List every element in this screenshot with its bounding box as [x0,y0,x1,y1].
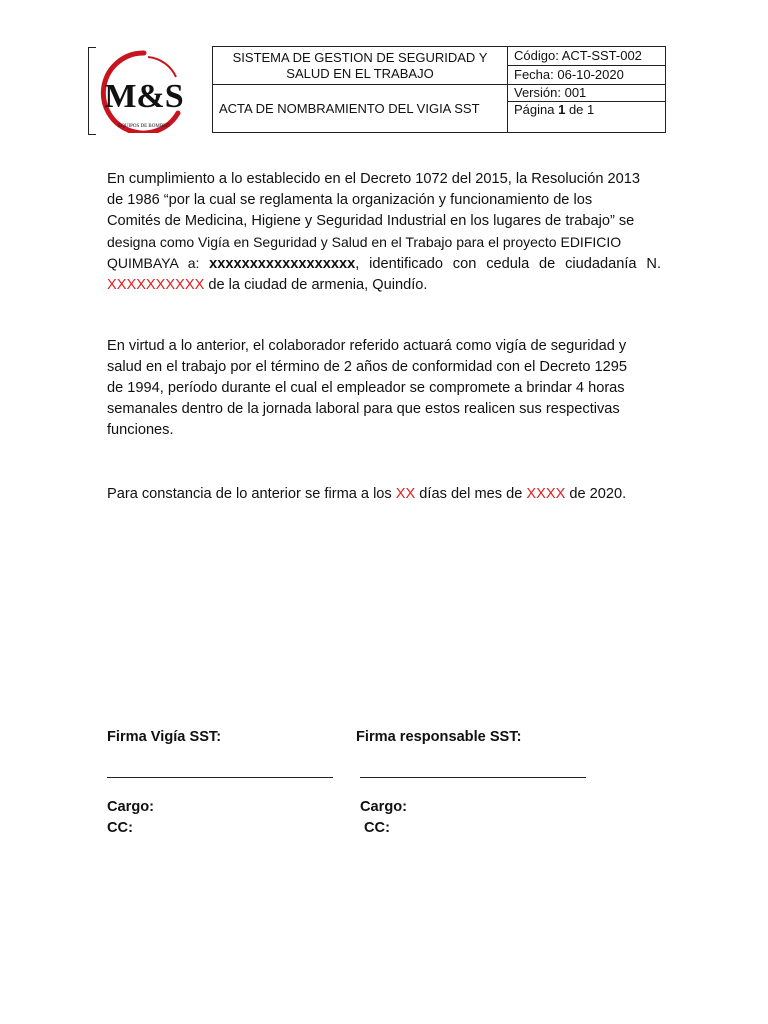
vigia-cargo-label: Cargo: [107,799,155,815]
system-title-cell [213,47,508,85]
month-placeholder: XXXX [526,486,566,502]
paragraph-signature-date [107,484,661,505]
version-cell [508,85,666,102]
paragraph-terms [107,336,661,441]
p1-suffix: , identificado con cedula de ciudadanía N. [355,256,661,272]
paragraph-appointment [107,169,661,296]
svg-text:EQUIPOS DE BOMBEO: EQUIPOS DE BOMBEO [118,123,170,129]
vigia-signature-label: Firma Vigía SST: [107,729,222,745]
responsable-signature-line [360,777,586,778]
responsable-cargo-label: Cargo: [360,799,408,815]
p2-line: salud en el trabajo por el término de 2 años de conformidad con el Decreto 1295 [107,359,628,375]
p1-line [107,275,661,296]
document-header [88,46,666,133]
responsable-cc-label: CC: [364,820,390,836]
p1-prefix: QUIMBAYA a: [107,255,210,271]
p2-line: En virtud a lo anterior, el colaborador referido actuará como vigía de seguridad y [107,338,627,354]
p3-prefix: Para constancia de lo anterior se firma a los [107,486,396,502]
p1-line: designa como Vigía en Seguridad y Salud en el Trabajo para el proyecto EDIFICIO [107,234,622,250]
date-cell [508,66,666,85]
p1-city: de la ciudad de armenia, Quindío. [204,277,428,293]
system-title-line1: SISTEMA DE GESTION DE SEGURIDAD Y [232,49,488,65]
company-logo [92,47,196,133]
document-version: Versión: 001 [514,85,587,100]
code-cell [508,47,666,66]
vigia-name-placeholder: xxxxxxxxxxxxxxxxxx [209,256,356,272]
p3-suffix: de 2020. [565,486,627,502]
page-prefix: Página [514,102,559,117]
p2-line: funciones. [107,422,174,438]
p1-line: Comités de Medicina, Higiene y Seguridad Industrial en los lugares de trabajo” se [107,213,635,229]
document-title-cell [213,85,508,133]
p2-line: de 1994, período durante el cual el empleador se compromete a brindar 4 horas [107,380,625,396]
svg-text:M&S: M&S [104,77,184,115]
day-placeholder: XX [395,486,416,502]
page-cell [508,102,666,133]
document-date: Fecha: 06-10-2020 [514,67,624,82]
p1-line: En cumplimiento a lo establecido en el Decreto 1072 del 2015, la Resolución 2013 [107,171,641,187]
id-number-placeholder: XXXXXXXXXX [107,277,205,293]
document-code: Código: ACT-SST-002 [514,48,642,63]
p3-middle: días del mes de [415,486,527,502]
p1-line: de 1986 “por la cual se reglamenta la organización y funcionamiento de los [107,192,593,208]
responsable-signature-label: Firma responsable SST: [356,729,522,745]
page-current: 1 [558,102,566,117]
p2-line: semanales dentro de la jornada laboral para que estos realicen sus respectivas [107,401,620,417]
system-title-line2: SALUD EN EL TRABAJO [286,65,434,81]
page-suffix: de 1 [565,102,595,117]
p1-line [107,253,661,275]
vigia-signature-line [107,777,333,778]
logo-cell [88,47,213,133]
vigia-cc-label: CC: [107,820,133,836]
document-title: ACTA DE NOMBRAMIENTO DEL VIGIA SST [219,100,480,116]
